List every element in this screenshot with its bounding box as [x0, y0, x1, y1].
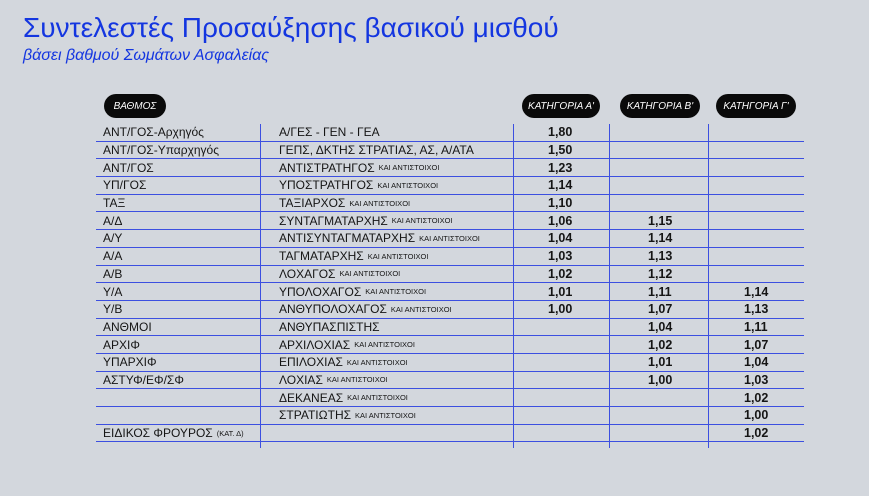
- description-label: ΑΝΤΙΣΥΝΤΑΓΜΑΤΑΡΧΗΣ: [279, 231, 416, 246]
- table-row: [96, 230, 804, 248]
- category-g-value: 1,13: [744, 302, 769, 317]
- category-g-value: 1,04: [744, 355, 769, 370]
- description-note: ΚΑΙ ΑΝΤΙΣΤΟΙΧΟΙ: [339, 269, 401, 279]
- description-cell: [279, 124, 384, 141]
- rank-cell: [103, 407, 107, 424]
- description-cell: [279, 212, 453, 229]
- table-row: [96, 142, 804, 160]
- table-row: [96, 389, 804, 407]
- description-label: ΑΝΘΥΠΟΛΟΧΑΓΟΣ: [279, 302, 387, 317]
- description-cell: [279, 248, 428, 265]
- table-row: [96, 336, 804, 354]
- description-label: ΓΕΠΣ, ΔΚΤΗΣ ΣΤΡΑΤΙΑΣ, ΑΣ, Α/ΑΤΑ: [279, 143, 474, 158]
- page-title: Συντελεστές Προσαύξησης βασικού μισθού: [23, 12, 559, 43]
- category-b-value: 1,15: [648, 213, 673, 228]
- description-cell: [279, 195, 410, 212]
- header-category-g: ΚΑΤΗΓΟΡΙΑ Γ': [716, 94, 796, 118]
- description-cell: [279, 159, 439, 176]
- category-a-value: 1,01: [548, 284, 573, 299]
- table-row: [96, 319, 804, 337]
- description-label: ΔΕΚΑΝΕΑΣ: [279, 390, 344, 405]
- description-label: ΕΠΙΛΟΧΙΑΣ: [279, 355, 343, 370]
- description-label: ΑΡΧΙΛΟΧΙΑΣ: [279, 337, 351, 352]
- table-row: [96, 301, 804, 319]
- table-row: [96, 266, 804, 284]
- category-b-value: 1,11: [648, 284, 672, 299]
- category-a-value: 1,00: [548, 302, 573, 317]
- description-label: Α/ΓΕΣ - ΓΕΝ - ΓΕΑ: [279, 125, 380, 140]
- header-category-b: ΚΑΤΗΓΟΡΙΑ Β': [620, 94, 700, 118]
- description-cell: [279, 407, 416, 424]
- description-label: ΤΑΞΙΑΡΧΟΣ: [279, 196, 346, 211]
- category-a-value: 1,23: [548, 160, 573, 175]
- category-b-value: 1,02: [648, 337, 673, 352]
- rank-cell: [103, 195, 129, 212]
- rank-label: Α/Β: [103, 266, 123, 281]
- description-note: ΚΑΙ ΑΝΤΙΣΤΟΙΧΟΙ: [365, 287, 427, 297]
- description-label: ΛΟΧΙΑΣ: [279, 372, 323, 387]
- rank-cell: [103, 336, 144, 353]
- category-b-value: 1,14: [648, 231, 673, 246]
- description-cell: [279, 319, 384, 336]
- table-row: [96, 177, 804, 195]
- rank-cell: [103, 425, 244, 442]
- category-a-value: 1,14: [548, 178, 573, 193]
- description-note: ΚΑΙ ΑΝΤΙΣΤΟΙΧΟΙ: [347, 393, 408, 403]
- table-row: [96, 159, 804, 177]
- rank-cell: [103, 354, 161, 371]
- description-label: ΑΝΘΥΠΑΣΠΙΣΤΗΣ: [279, 319, 380, 334]
- description-label: ΑΝΤΙΣΤΡΑΤΗΓΟΣ: [279, 160, 375, 175]
- description-note: ΚΑΙ ΑΝΤΙΣΤΟΙΧΟΙ: [378, 163, 440, 173]
- table-row: [96, 195, 804, 213]
- description-note: ΚΑΙ ΑΝΤΙΣΤΟΙΧΟΙ: [419, 233, 480, 243]
- rank-cell: [103, 212, 126, 229]
- description-note: ΚΑΙ ΑΝΤΙΣΤΟΙΧΟΙ: [355, 410, 416, 420]
- category-b-value: 1,04: [648, 319, 673, 334]
- rank-label: ΑΝΤ/ΓΟΣ: [103, 160, 154, 175]
- rank-label: Α/Δ: [103, 213, 123, 228]
- table-row: [96, 354, 804, 372]
- rank-cell: [103, 372, 188, 389]
- rank-label: ΑΡΧΙΦ: [103, 337, 140, 352]
- category-g-value: 1,00: [744, 408, 769, 423]
- category-g-value: 1,02: [744, 426, 769, 441]
- description-note: ΚΑΙ ΑΝΤΙΣΤΟΙΧΟΙ: [391, 216, 453, 226]
- description-cell: [279, 230, 480, 247]
- description-note: ΚΑΙ ΑΝΤΙΣΤΟΙΧΟΙ: [326, 375, 388, 385]
- rank-cell: [103, 124, 208, 141]
- category-a-value: 1,80: [548, 125, 573, 140]
- description-cell: [279, 301, 452, 318]
- description-cell: [279, 142, 478, 159]
- rank-cell: [103, 142, 223, 159]
- rank-label: ΤΑΞ: [103, 196, 126, 211]
- coefficients-table: [96, 124, 804, 442]
- description-cell: [279, 283, 426, 300]
- category-g-value: 1,02: [744, 390, 769, 405]
- description-cell: [279, 354, 408, 371]
- description-cell: [279, 177, 438, 194]
- rank-label: ΑΝΘΜΟΙ: [103, 319, 152, 334]
- rank-label: Α/Α: [103, 249, 123, 264]
- category-b-value: 1,01: [648, 355, 673, 370]
- table-row: [96, 425, 804, 443]
- category-b-value: 1,00: [648, 372, 673, 387]
- description-note: ΚΑΙ ΑΝΤΙΣΤΟΙΧΟΙ: [349, 198, 411, 208]
- rank-label: ΑΝΤ/ΓΟΣ-Αρχηγός: [103, 125, 204, 140]
- description-label: ΣΥΝΤΑΓΜΑΤΑΡΧΗΣ: [279, 213, 388, 228]
- table-row: [96, 372, 804, 390]
- description-note: ΚΑΙ ΑΝΤΙΣΤΟΙΧΟΙ: [354, 340, 415, 350]
- category-a-value: 1,02: [548, 266, 573, 281]
- table-row: [96, 124, 804, 142]
- rank-note: (ΚΑΤ. Δ): [216, 428, 244, 438]
- description-label: ΥΠΟΛΟΧΑΓΟΣ: [279, 284, 362, 299]
- category-a-value: 1,03: [548, 249, 573, 264]
- rank-label: ΑΣΤΥΦ/ΕΦ/ΣΦ: [103, 372, 184, 387]
- rank-cell: [103, 389, 107, 406]
- category-a-value: 1,50: [548, 143, 573, 158]
- page-subtitle: βάσει βαθμού Σωμάτων Ασφαλείας: [23, 47, 270, 64]
- rank-cell: [103, 159, 158, 176]
- description-cell: [279, 425, 283, 442]
- category-b-value: 1,13: [648, 249, 673, 264]
- category-b-value: 1,12: [648, 266, 673, 281]
- rank-label: ΕΙΔΙΚΟΣ ΦΡΟΥΡΟΣ: [103, 426, 213, 441]
- description-label: ΣΤΡΑΤΙΩΤΗΣ: [279, 408, 352, 423]
- category-a-value: 1,10: [548, 196, 573, 211]
- rank-label: Υ/Β: [103, 302, 123, 317]
- description-label: ΛΟΧΑΓΟΣ: [279, 266, 336, 281]
- category-g-value: 1,03: [744, 372, 769, 387]
- category-g-value: 1,11: [744, 319, 768, 334]
- description-note: ΚΑΙ ΑΝΤΙΣΤΟΙΧΟΙ: [390, 304, 452, 314]
- rank-cell: [103, 230, 126, 247]
- rank-cell: [103, 283, 126, 300]
- category-g-value: 1,14: [744, 284, 769, 299]
- rank-label: ΥΠΑΡΧΙΦ: [103, 355, 157, 370]
- table-row: [96, 248, 804, 266]
- description-note: ΚΑΙ ΑΝΤΙΣΤΟΙΧΟΙ: [346, 357, 408, 367]
- description-note: ΚΑΙ ΑΝΤΙΣΤΟΙΧΟΙ: [367, 251, 429, 261]
- rank-cell: [103, 177, 150, 194]
- description-cell: [279, 266, 400, 283]
- header-category-a: ΚΑΤΗΓΟΡΙΑ Α': [522, 94, 600, 118]
- description-cell: [279, 336, 415, 353]
- rank-cell: [103, 266, 126, 283]
- description-label: ΥΠΟΣΤΡΑΤΗΓΟΣ: [279, 178, 374, 193]
- table-row: [96, 283, 804, 301]
- rank-label: ΑΝΤ/ΓΟΣ-Υπαρχηγός: [103, 143, 219, 158]
- rank-cell: [103, 248, 126, 265]
- description-label: ΤΑΓΜΑΤΑΡΧΗΣ: [279, 249, 364, 264]
- category-g-value: 1,07: [744, 337, 769, 352]
- table-row: [96, 407, 804, 425]
- category-a-value: 1,04: [548, 231, 573, 246]
- description-note: ΚΑΙ ΑΝΤΙΣΤΟΙΧΟΙ: [377, 180, 439, 190]
- rank-cell: [103, 319, 156, 336]
- category-b-value: 1,07: [648, 302, 673, 317]
- header-rank: ΒΑΘΜΟΣ: [104, 94, 166, 118]
- rank-cell: [103, 301, 126, 318]
- rank-label: Υ/Α: [103, 284, 123, 299]
- rank-label: Α/Υ: [103, 231, 123, 246]
- description-cell: [279, 389, 408, 406]
- category-a-value: 1,06: [548, 213, 573, 228]
- table-row: [96, 212, 804, 230]
- rank-label: ΥΠ/ΓΟΣ: [103, 178, 147, 193]
- description-cell: [279, 372, 388, 389]
